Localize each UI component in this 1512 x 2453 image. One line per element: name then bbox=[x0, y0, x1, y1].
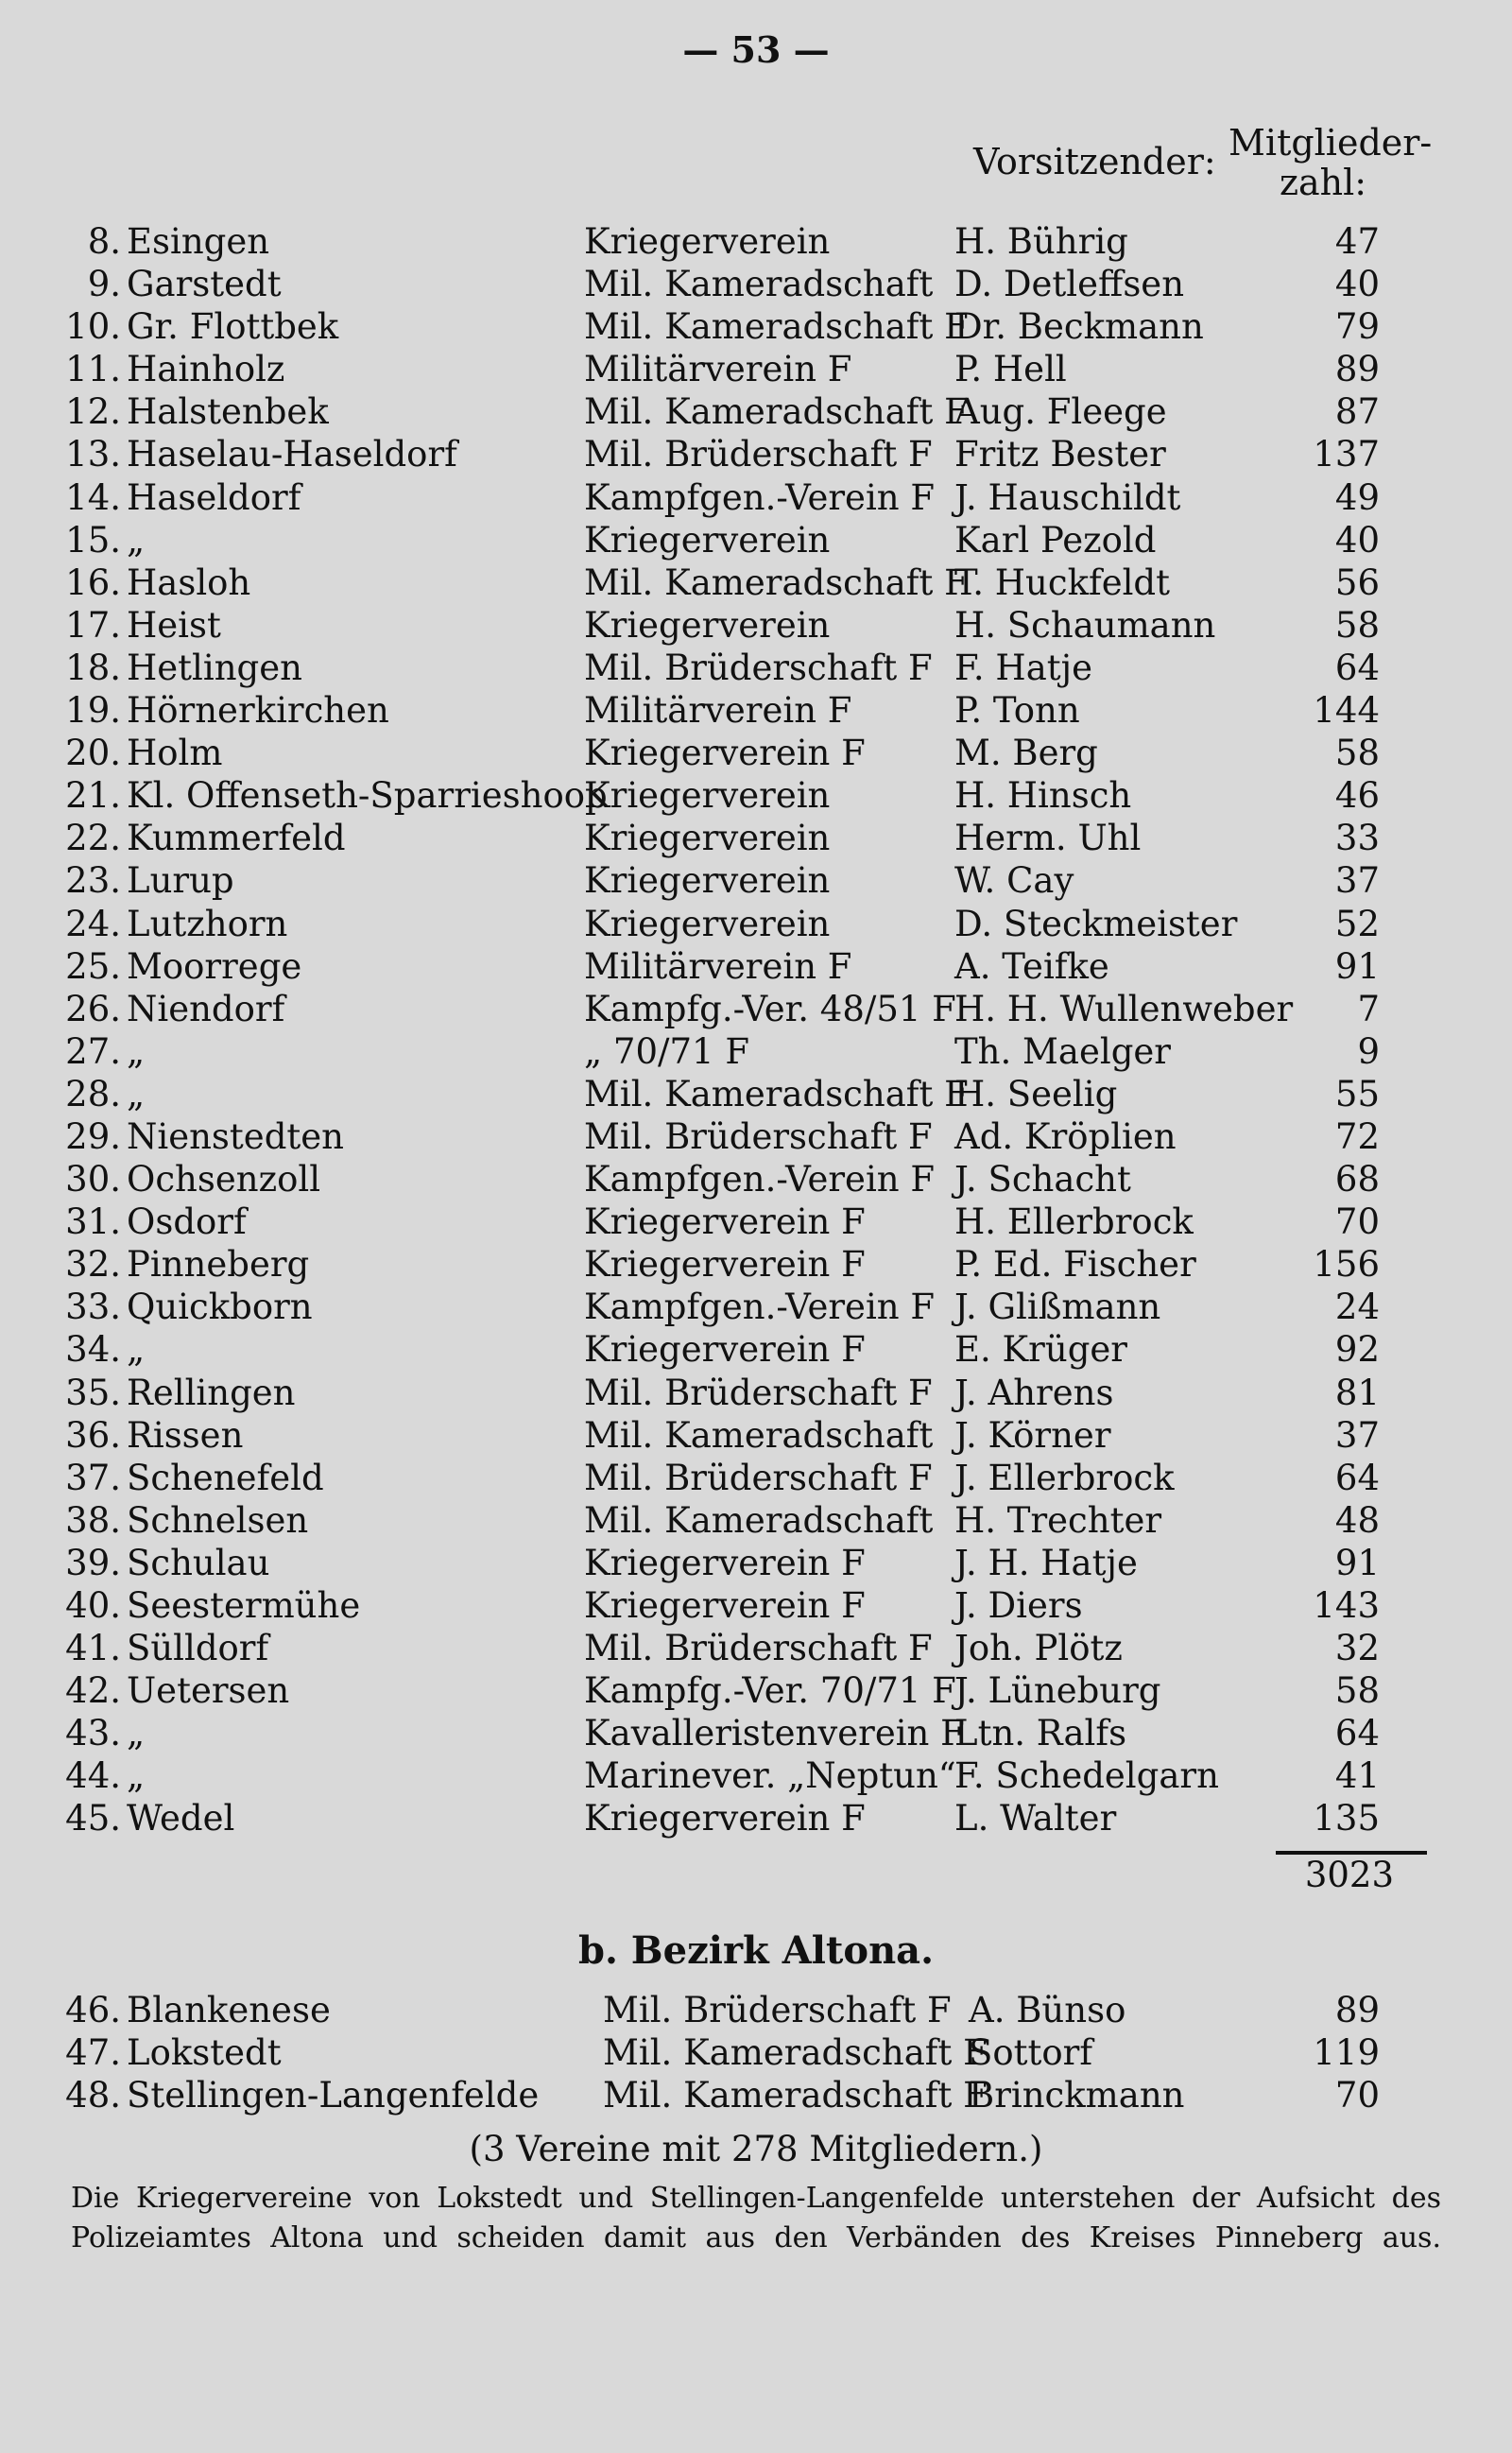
table-row bbox=[0, 1457, 1512, 1499]
chairman-name: J. Hauschildt bbox=[954, 476, 1181, 518]
table-row bbox=[0, 1754, 1512, 1797]
member-count: 135 bbox=[1313, 1798, 1380, 1840]
row-number: 28. bbox=[65, 1073, 121, 1114]
member-count: 70 bbox=[1334, 1201, 1380, 1243]
place-name: Nienstedten bbox=[127, 1115, 344, 1157]
header-chairman: Vorsitzender: bbox=[973, 141, 1216, 182]
club-name: Mil. Kameradschaft F bbox=[584, 561, 969, 603]
club-name: Kriegerverein bbox=[584, 221, 831, 262]
table-row bbox=[0, 732, 1512, 774]
row-number: 48. bbox=[65, 2075, 121, 2116]
club-name: Kriegerverein F bbox=[584, 1798, 866, 1840]
chairman-name: H. Bührig bbox=[954, 221, 1128, 262]
header-count-line1: Mitglieder- bbox=[1228, 122, 1433, 164]
club-name: Mil. Kameradschaft F bbox=[584, 391, 969, 433]
chairman-name: J. Diers bbox=[954, 1585, 1083, 1626]
club-name: Mil. Kameradschaft bbox=[584, 1414, 934, 1456]
table-row bbox=[0, 2031, 1512, 2074]
table-row bbox=[0, 220, 1512, 263]
table-row bbox=[0, 390, 1512, 433]
place-name: Osdorf bbox=[127, 1201, 247, 1243]
chairman-name: F. Hatje bbox=[954, 647, 1092, 688]
club-list-district-a bbox=[0, 220, 1512, 1840]
club-name: Mil. Kameradschaft F bbox=[584, 1073, 969, 1114]
club-name: Mil. Brüderschaft F bbox=[584, 647, 933, 688]
row-number: 9. bbox=[87, 264, 121, 305]
club-name: Kriegerverein F bbox=[584, 1244, 866, 1286]
place-name: Heist bbox=[127, 604, 221, 646]
place-name: Gr. Flottbek bbox=[127, 306, 339, 348]
row-number: 40. bbox=[65, 1585, 121, 1626]
club-name: Kavalleristenverein F bbox=[584, 1713, 965, 1754]
row-number: 27. bbox=[65, 1030, 121, 1072]
place-name: Holm bbox=[127, 733, 223, 774]
place-name: Seestermühe bbox=[127, 1585, 361, 1626]
table-row bbox=[0, 561, 1512, 604]
row-number: 30. bbox=[65, 1159, 121, 1201]
member-count: 72 bbox=[1334, 1115, 1380, 1157]
club-name: Marinever. „Neptun“ bbox=[584, 1755, 956, 1797]
member-count: 91 bbox=[1334, 1542, 1380, 1583]
chairman-name: H. Hinsch bbox=[954, 775, 1132, 817]
row-number: 46. bbox=[65, 1990, 121, 2030]
member-count: 144 bbox=[1313, 690, 1380, 732]
row-number: 38. bbox=[65, 1499, 121, 1541]
member-count: 91 bbox=[1334, 945, 1380, 987]
chairman-name: D. Steckmeister bbox=[954, 903, 1238, 944]
club-name: Kampfgen.-Verein F bbox=[584, 1287, 936, 1328]
row-number: 47. bbox=[65, 2032, 121, 2074]
row-number: 19. bbox=[65, 690, 121, 732]
member-count: 58 bbox=[1334, 604, 1380, 646]
club-name: Mil. Kameradschaft bbox=[584, 1499, 934, 1541]
club-name: Kampfgen.-Verein F bbox=[584, 1159, 936, 1201]
member-count: 9 bbox=[1357, 1030, 1380, 1072]
place-name: Lurup bbox=[127, 860, 234, 902]
chairman-name: Herm. Uhl bbox=[954, 818, 1142, 859]
member-count: 48 bbox=[1334, 1499, 1380, 1541]
club-name: Militärverein F bbox=[584, 349, 852, 390]
member-count: 58 bbox=[1334, 733, 1380, 774]
club-name: Kriegerverein F bbox=[584, 733, 866, 774]
place-name: Schenefeld bbox=[127, 1457, 324, 1498]
club-name: Mil. Kameradschaft bbox=[584, 264, 934, 305]
table-row bbox=[0, 433, 1512, 475]
table-row bbox=[0, 1542, 1512, 1584]
table-row bbox=[0, 476, 1512, 519]
member-count: 64 bbox=[1334, 1713, 1380, 1754]
club-name: „ 70/71 F bbox=[584, 1030, 749, 1072]
table-row bbox=[0, 817, 1512, 859]
club-name: Kriegerverein bbox=[584, 903, 831, 944]
member-count: 56 bbox=[1334, 561, 1380, 603]
row-number: 29. bbox=[65, 1115, 121, 1157]
row-number: 24. bbox=[65, 903, 121, 944]
member-count: 33 bbox=[1334, 818, 1380, 859]
row-number: 12. bbox=[65, 391, 121, 433]
member-count: 79 bbox=[1334, 306, 1380, 348]
table-row bbox=[0, 263, 1512, 305]
table-row bbox=[0, 1243, 1512, 1286]
chairman-name: J. Ellerbrock bbox=[954, 1457, 1175, 1498]
chairman-name: Th. Maelger bbox=[954, 1030, 1171, 1072]
place-name: Wedel bbox=[127, 1798, 235, 1840]
club-name: Mil. Kameradschaft F bbox=[603, 2032, 988, 2074]
member-count: 40 bbox=[1334, 264, 1380, 305]
club-name: Mil. Kameradschaft F bbox=[603, 2075, 988, 2116]
member-count: 64 bbox=[1334, 647, 1380, 688]
member-count: 49 bbox=[1334, 476, 1380, 518]
chairman-name: Fritz Bester bbox=[954, 434, 1166, 475]
place-name: „ bbox=[127, 1073, 146, 1114]
row-number: 14. bbox=[65, 476, 121, 518]
row-number: 15. bbox=[65, 519, 121, 561]
row-number: 18. bbox=[65, 647, 121, 688]
member-count: 55 bbox=[1334, 1073, 1380, 1114]
chairman-name: L. Walter bbox=[954, 1798, 1117, 1840]
table-row bbox=[0, 1286, 1512, 1328]
club-name: Kriegerverein bbox=[584, 860, 831, 902]
table-row bbox=[0, 647, 1512, 689]
place-name: „ bbox=[127, 519, 146, 561]
chairman-name: Karl Pezold bbox=[954, 519, 1157, 561]
total-members: 3023 bbox=[1304, 1855, 1394, 1895]
place-name: Kummerfeld bbox=[127, 818, 346, 859]
chairman-name: Ad. Kröplien bbox=[954, 1115, 1177, 1157]
club-name: Mil. Brüderschaft F bbox=[603, 1990, 952, 2030]
club-name: Militärverein F bbox=[584, 690, 852, 732]
place-name: Lokstedt bbox=[127, 2032, 282, 2074]
row-number: 21. bbox=[65, 775, 121, 817]
page-number: — 53 — bbox=[682, 28, 830, 71]
place-name: Quickborn bbox=[127, 1287, 313, 1328]
chairman-name: Ltn. Ralfs bbox=[954, 1713, 1127, 1754]
row-number: 37. bbox=[65, 1457, 121, 1498]
chairman-name: Joh. Plötz bbox=[954, 1628, 1123, 1669]
place-name: Rellingen bbox=[127, 1372, 296, 1413]
chairman-name: M. Berg bbox=[954, 733, 1098, 774]
place-name: Schulau bbox=[127, 1542, 270, 1583]
table-row bbox=[0, 1414, 1512, 1457]
row-number: 43. bbox=[65, 1713, 121, 1754]
table-row bbox=[0, 1499, 1512, 1542]
place-name: Lutzhorn bbox=[127, 903, 288, 944]
member-count: 137 bbox=[1313, 434, 1380, 475]
chairman-name: J. Ahrens bbox=[954, 1372, 1114, 1413]
chairman-name: H. Schaumann bbox=[954, 604, 1216, 646]
club-name: Mil. Brüderschaft F bbox=[584, 434, 933, 475]
place-name: Kl. Offenseth-Sparrieshoop bbox=[127, 775, 608, 817]
table-row bbox=[0, 305, 1512, 348]
table-row bbox=[0, 604, 1512, 647]
club-name: Kampfgen.-Verein F bbox=[584, 476, 936, 518]
club-name: Kriegerverein bbox=[584, 818, 831, 859]
row-number: 13. bbox=[65, 434, 121, 475]
table-row bbox=[0, 945, 1512, 988]
table-row bbox=[0, 1158, 1512, 1201]
club-name: Kriegerverein bbox=[584, 519, 831, 561]
table-row bbox=[0, 1030, 1512, 1073]
club-name: Kampfg.-Ver. 70/71 F bbox=[584, 1670, 956, 1712]
table-row bbox=[0, 348, 1512, 390]
member-count: 64 bbox=[1334, 1457, 1380, 1498]
member-count: 41 bbox=[1334, 1755, 1380, 1797]
place-name: Blankenese bbox=[127, 1990, 331, 2030]
table-row bbox=[0, 1989, 1512, 2031]
row-number: 17. bbox=[65, 604, 121, 646]
member-count: 47 bbox=[1334, 221, 1380, 262]
chairman-name: F. Schedelgarn bbox=[954, 1755, 1219, 1797]
chairman-name: H. Trechter bbox=[954, 1499, 1162, 1541]
table-row bbox=[0, 1669, 1512, 1712]
chairman-name: H. Ellerbrock bbox=[954, 1201, 1194, 1243]
place-name: Hainholz bbox=[127, 349, 285, 390]
place-name: Ochsenzoll bbox=[127, 1159, 321, 1201]
row-number: 45. bbox=[65, 1798, 121, 1840]
table-row bbox=[0, 1115, 1512, 1158]
member-count: 87 bbox=[1334, 391, 1380, 433]
table-row bbox=[0, 689, 1512, 732]
place-name: Garstedt bbox=[127, 264, 282, 305]
table-row bbox=[0, 859, 1512, 902]
table-row bbox=[0, 1584, 1512, 1627]
row-number: 35. bbox=[65, 1372, 121, 1413]
place-name: Pinneberg bbox=[127, 1244, 310, 1286]
table-row bbox=[0, 903, 1512, 945]
member-count: 46 bbox=[1334, 775, 1380, 817]
chairman-name: Aug. Fleege bbox=[954, 391, 1167, 433]
place-name: Rissen bbox=[127, 1414, 244, 1456]
club-name: Mil. Brüderschaft F bbox=[584, 1115, 933, 1157]
chairman-name: Brinckmann bbox=[969, 2075, 1185, 2116]
member-count: 7 bbox=[1357, 988, 1380, 1029]
member-count: 143 bbox=[1313, 1585, 1380, 1626]
place-name: Hasloh bbox=[127, 561, 251, 603]
table-row bbox=[0, 1073, 1512, 1115]
table-row bbox=[0, 1372, 1512, 1414]
place-name: „ bbox=[127, 1755, 146, 1797]
header-member-count bbox=[1228, 122, 1433, 203]
chairman-name: H. Seelig bbox=[954, 1073, 1118, 1114]
place-name: „ bbox=[127, 1329, 146, 1371]
place-name: „ bbox=[127, 1030, 146, 1072]
table-row bbox=[0, 988, 1512, 1030]
member-count: 32 bbox=[1334, 1628, 1380, 1669]
table-row bbox=[0, 1328, 1512, 1371]
table-row bbox=[0, 1627, 1512, 1669]
member-count: 119 bbox=[1313, 2032, 1380, 2074]
place-name: „ bbox=[127, 1713, 146, 1754]
row-number: 11. bbox=[65, 349, 121, 390]
member-count: 156 bbox=[1313, 1244, 1380, 1286]
row-number: 32. bbox=[65, 1244, 121, 1286]
altona-summary: (3 Vereine mit 278 Mitgliedern.) bbox=[469, 2129, 1043, 2169]
member-count: 92 bbox=[1334, 1329, 1380, 1371]
row-number: 44. bbox=[65, 1755, 121, 1797]
footnote: Die Kriegervereine von Lokstedt und Stellingen-Langenfelde unterstehen der Aufsicht des Polizeiamtes Altona und scheiden damit aus den Verbänden des Kreises Pinneberg aus. bbox=[71, 2182, 1441, 2254]
table-row bbox=[0, 1797, 1512, 1840]
chairman-name: A. Bünso bbox=[969, 1990, 1126, 2030]
header-count-line2: zahl: bbox=[1279, 162, 1367, 203]
row-number: 26. bbox=[65, 988, 121, 1029]
chairman-name: E. Krüger bbox=[954, 1329, 1127, 1371]
section-heading-altona: b. Bezirk Altona. bbox=[577, 1928, 934, 1973]
row-number: 34. bbox=[65, 1329, 121, 1371]
member-count: 40 bbox=[1334, 519, 1380, 561]
chairman-name: Sottorf bbox=[969, 2032, 1093, 2074]
row-number: 25. bbox=[65, 945, 121, 987]
chairman-name: J. Schacht bbox=[954, 1159, 1131, 1201]
club-name: Kriegerverein F bbox=[584, 1542, 866, 1583]
place-name: Schnelsen bbox=[127, 1499, 309, 1541]
member-count: 81 bbox=[1334, 1372, 1380, 1413]
member-count: 52 bbox=[1334, 903, 1380, 944]
row-number: 41. bbox=[65, 1628, 121, 1669]
chairman-name: P. Ed. Fischer bbox=[954, 1244, 1196, 1286]
member-count: 37 bbox=[1334, 860, 1380, 902]
member-count: 68 bbox=[1334, 1159, 1380, 1201]
club-name: Militärverein F bbox=[584, 945, 852, 987]
chairman-name: P. Tonn bbox=[954, 690, 1080, 732]
place-name: Stellingen-Langenfelde bbox=[127, 2075, 540, 2116]
chairman-name: T. Huckfeldt bbox=[954, 561, 1170, 603]
club-name: Mil. Kameradschaft F bbox=[584, 306, 969, 348]
row-number: 23. bbox=[65, 860, 121, 902]
club-name: Kriegerverein F bbox=[584, 1585, 866, 1626]
table-row bbox=[0, 519, 1512, 561]
row-number: 31. bbox=[65, 1201, 121, 1243]
chairman-name: P. Hell bbox=[954, 349, 1067, 390]
place-name: Moorrege bbox=[127, 945, 302, 987]
place-name: Haselau-Haseldorf bbox=[127, 434, 457, 475]
chairman-name: H. H. Wullenweber bbox=[954, 988, 1294, 1029]
row-number: 16. bbox=[65, 561, 121, 603]
club-name: Kriegerverein F bbox=[584, 1201, 866, 1243]
club-name: Mil. Brüderschaft F bbox=[584, 1628, 933, 1669]
chairman-name: J. Lüneburg bbox=[954, 1670, 1161, 1712]
row-number: 42. bbox=[65, 1670, 121, 1712]
chairman-name: J. Körner bbox=[954, 1414, 1111, 1456]
place-name: Uetersen bbox=[127, 1670, 290, 1712]
member-count: 24 bbox=[1334, 1287, 1380, 1328]
table-row bbox=[0, 1712, 1512, 1754]
place-name: Hörnerkirchen bbox=[127, 690, 389, 732]
table-row bbox=[0, 2074, 1512, 2116]
row-number: 36. bbox=[65, 1414, 121, 1456]
member-count: 58 bbox=[1334, 1670, 1380, 1712]
club-name: Mil. Brüderschaft F bbox=[584, 1457, 933, 1498]
club-name: Kampfg.-Ver. 48/51 F bbox=[584, 988, 956, 1029]
member-count: 89 bbox=[1334, 1990, 1380, 2030]
place-name: Haseldorf bbox=[127, 476, 301, 518]
table-row bbox=[0, 774, 1512, 817]
member-count: 89 bbox=[1334, 349, 1380, 390]
member-count: 70 bbox=[1334, 2075, 1380, 2116]
place-name: Niendorf bbox=[127, 988, 285, 1029]
club-name: Kriegerverein bbox=[584, 775, 831, 817]
chairman-name: Dr. Beckmann bbox=[954, 306, 1204, 348]
chairman-name: D. Detleffsen bbox=[954, 264, 1185, 305]
chairman-name: J. H. Hatje bbox=[954, 1542, 1138, 1583]
place-name: Esingen bbox=[127, 221, 270, 262]
place-name: Sülldorf bbox=[127, 1628, 269, 1669]
chairman-name: A. Teifke bbox=[954, 945, 1109, 987]
row-number: 8. bbox=[87, 221, 121, 262]
club-list-district-altona bbox=[0, 1989, 1512, 2116]
club-name: Kriegerverein F bbox=[584, 1329, 866, 1371]
row-number: 20. bbox=[65, 733, 121, 774]
club-name: Kriegerverein bbox=[584, 604, 831, 646]
chairman-name: J. Glißmann bbox=[954, 1287, 1161, 1328]
table-row bbox=[0, 1201, 1512, 1243]
member-count: 37 bbox=[1334, 1414, 1380, 1456]
row-number: 10. bbox=[65, 306, 121, 348]
row-number: 39. bbox=[65, 1542, 121, 1583]
place-name: Halstenbek bbox=[127, 391, 329, 433]
row-number: 33. bbox=[65, 1287, 121, 1328]
row-number: 22. bbox=[65, 818, 121, 859]
chairman-name: W. Cay bbox=[954, 860, 1074, 902]
club-name: Mil. Brüderschaft F bbox=[584, 1372, 933, 1413]
place-name: Hetlingen bbox=[127, 647, 302, 688]
